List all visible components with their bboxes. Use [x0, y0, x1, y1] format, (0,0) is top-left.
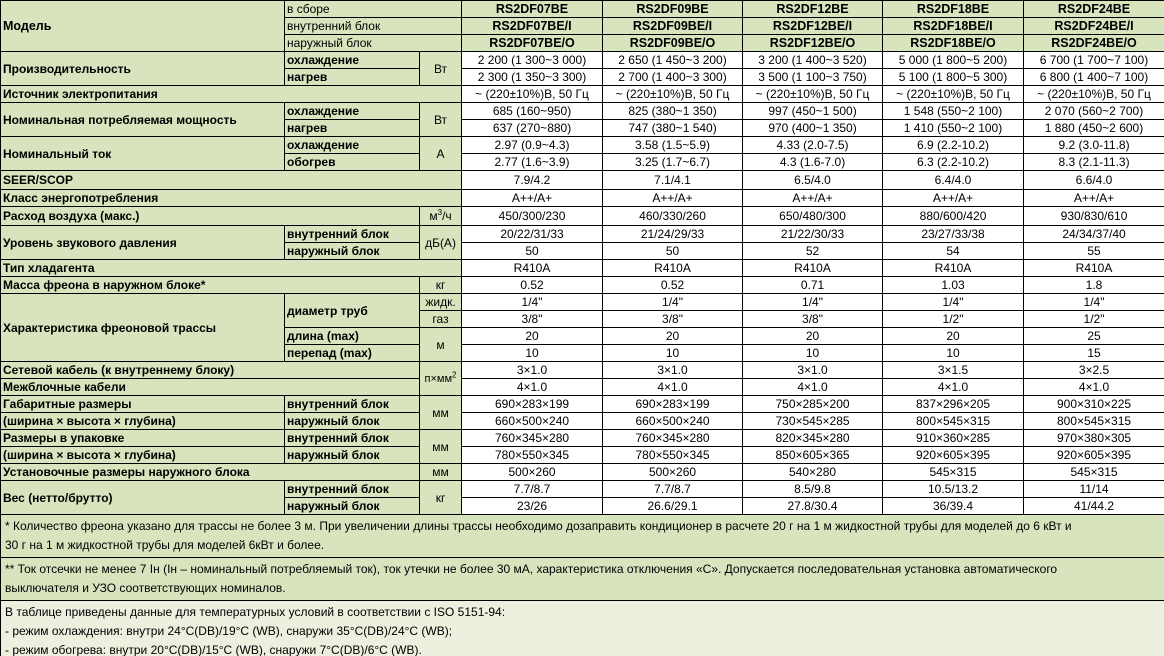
model-outdoor: RS2DF07BE/O: [462, 35, 603, 52]
cell: 1 548 (550~2 100): [883, 103, 1024, 120]
cell: 4×1.0: [603, 379, 743, 396]
cell: 3/8": [462, 311, 603, 328]
indoor-label: внутренний блок: [285, 481, 420, 498]
conditions-line: - режим охлаждения: внутри 24°С(DB)/19°С (WB), снаружи 35°С(DB)/24°С (WB);: [5, 624, 453, 638]
cell: 850×605×365: [743, 447, 883, 464]
cell: 15: [1024, 345, 1164, 362]
cell: 23/27/33/38: [883, 226, 1024, 243]
cell: 997 (450~1 500): [743, 103, 883, 120]
unit-airflow: [420, 207, 462, 226]
set-label: в сборе: [285, 1, 462, 18]
cell: 920×605×395: [883, 447, 1024, 464]
footnote-refrigerant: [1, 515, 1164, 558]
cell: 6.4/4.0: [883, 171, 1024, 190]
cell: A++/A+: [603, 190, 743, 207]
cell: 41/44.2: [1024, 498, 1164, 515]
cell: 3×1.0: [462, 362, 603, 379]
unit-mm: мм: [420, 396, 462, 430]
cell: 3×2.5: [1024, 362, 1164, 379]
cell: 7.7/8.7: [603, 481, 743, 498]
outdoor-label: наружный блок: [285, 447, 420, 464]
cell: 800×545×315: [883, 413, 1024, 430]
cell: 2.97 (0.9~4.3): [462, 137, 603, 154]
cell: 1.03: [883, 277, 1024, 294]
indoor-label: внутренний блок: [285, 226, 420, 243]
cell: 3.58 (1.5~5.9): [603, 137, 743, 154]
cell: 650/480/300: [743, 207, 883, 226]
cell: 0.52: [603, 277, 743, 294]
model-set: RS2DF09BE: [603, 1, 743, 18]
cell: 26.6/29.1: [603, 498, 743, 515]
cooling-label: охлаждение: [285, 137, 420, 154]
weight-label: Вес (нетто/брутто): [1, 481, 285, 515]
cell: 930/830/610: [1024, 207, 1164, 226]
dims-sub-label: (ширина × высота × глубина): [1, 413, 285, 430]
cell: 637 (270~880): [462, 120, 603, 137]
cell: 54: [883, 243, 1024, 260]
cell: 4.3 (1.6-7.0): [743, 154, 883, 171]
cell: 500×260: [462, 464, 603, 481]
model-indoor: RS2DF09BE/I: [603, 18, 743, 35]
model-outdoor: RS2DF09BE/O: [603, 35, 743, 52]
model-set: RS2DF07BE: [462, 1, 603, 18]
cell: 10.5/13.2: [883, 481, 1024, 498]
cell: 7.7/8.7: [462, 481, 603, 498]
cell: 2.77 (1.6~3.9): [462, 154, 603, 171]
cell: 21/24/29/33: [603, 226, 743, 243]
cell: 20: [603, 328, 743, 345]
unit-m: м: [420, 328, 462, 362]
cell: 52: [743, 243, 883, 260]
outdoor-label: наружный блок: [285, 35, 462, 52]
model-outdoor: RS2DF18BE/O: [883, 35, 1024, 52]
cell: 55: [1024, 243, 1164, 260]
unit-sup: 3: [437, 208, 443, 217]
gas-label: газ: [420, 311, 462, 328]
cell: A++/A+: [1024, 190, 1164, 207]
cell: 1/4": [603, 294, 743, 311]
cell: 750×285×200: [743, 396, 883, 413]
cell: 20: [883, 328, 1024, 345]
cell: 21/22/30/33: [743, 226, 883, 243]
unit-text: п×мм: [424, 372, 453, 385]
dimensions-label: Габаритные размеры: [1, 396, 285, 413]
cell: 2 700 (1 400~3 300): [603, 69, 743, 86]
cell: 5 000 (1 800~5 200): [883, 52, 1024, 69]
unit-a: А: [420, 137, 462, 171]
cell: 1/4": [743, 294, 883, 311]
liquid-label: жидк.: [420, 294, 462, 311]
seer-label: SEER/SCOP: [1, 171, 462, 190]
cell: 27.8/30.4: [743, 498, 883, 515]
cell: 20/22/31/33: [462, 226, 603, 243]
unit-w: Вт: [420, 52, 462, 86]
cell: 780×550×345: [603, 447, 743, 464]
cell: A++/A+: [883, 190, 1024, 207]
cell: 970×380×305: [1024, 430, 1164, 447]
model-indoor: RS2DF18BE/I: [883, 18, 1024, 35]
cell: ~ (220±10%)В, 50 Гц: [743, 86, 883, 103]
cell: 5 100 (1 800~5 300): [883, 69, 1024, 86]
cell: 910×360×285: [883, 430, 1024, 447]
cell: 6.6/4.0: [1024, 171, 1164, 190]
note-line: выключателя и УЗО соответствующих номиналов.: [5, 581, 286, 595]
piping-label: Характеристика фреоновой трассы: [1, 294, 285, 362]
unit-db: дБ(А): [420, 226, 462, 260]
cell: 545×315: [883, 464, 1024, 481]
cell: 970 (400~1 350): [743, 120, 883, 137]
model-set: RS2DF12BE: [743, 1, 883, 18]
cell: 3×1.0: [743, 362, 883, 379]
cell: 20: [743, 328, 883, 345]
note-line: 30 г на 1 м жидкостной трубы для моделей 6кВт и более.: [5, 538, 325, 552]
cell: 3/8": [603, 311, 743, 328]
cell: 50: [462, 243, 603, 260]
cell: 11/14: [1024, 481, 1164, 498]
cell: 2 070 (560~2 700): [1024, 103, 1164, 120]
cell: 660×500×240: [603, 413, 743, 430]
cell: 900×310×225: [1024, 396, 1164, 413]
cell: 685 (160~950): [462, 103, 603, 120]
unit-kg: кг: [420, 277, 462, 294]
cell: 747 (380~1 540): [603, 120, 743, 137]
cooling-label: охлаждение: [285, 103, 420, 120]
cell: 6.3 (2.2-10.2): [883, 154, 1024, 171]
cell: 690×283×199: [603, 396, 743, 413]
cell: 825 (380~1 350): [603, 103, 743, 120]
cell: 3/8": [743, 311, 883, 328]
cell: 820×345×280: [743, 430, 883, 447]
cell: 1/2": [883, 311, 1024, 328]
cell: 4×1.0: [462, 379, 603, 396]
cell: 3×1.0: [603, 362, 743, 379]
unit-w: Вт: [420, 103, 462, 137]
heating-label: нагрев: [285, 120, 420, 137]
cell: 10: [743, 345, 883, 362]
cell: 880/600/420: [883, 207, 1024, 226]
power-cable-label: Сетевой кабель (к внутреннему блоку): [1, 362, 420, 379]
cell: 2 650 (1 450~3 200): [603, 52, 743, 69]
unit-sup: 2: [452, 369, 457, 379]
cell: ~ (220±10%)В, 50 Гц: [1024, 86, 1164, 103]
cell: 2 200 (1 300~3 000): [462, 52, 603, 69]
note-line: ** Ток отсечки не менее 7 Iн (Iн – номинальный потребляемый ток), ток утечки не более 30 мА, характеристика отключения «С». Допускается последовательная установка автоматического: [5, 562, 1058, 576]
cell: 6.5/4.0: [743, 171, 883, 190]
cell: 4.33 (2.0-7.5): [743, 137, 883, 154]
cell: 545×315: [1024, 464, 1164, 481]
noise-label: Уровень звукового давления: [1, 226, 285, 260]
cell: R410A: [603, 260, 743, 277]
cell: 460/330/260: [603, 207, 743, 226]
height-diff-label: перепад (max): [285, 345, 420, 362]
cell: 9.2 (3.0-11.8): [1024, 137, 1164, 154]
unit-mm: мм: [420, 430, 462, 464]
cell: 3 200 (1 400~3 520): [743, 52, 883, 69]
conditions-line: - режим обогрева: внутри 20°С(DB)/15°С (WB), снаружи 7°С(DB)/6°С (WB).: [5, 643, 422, 656]
model-header: Модель: [1, 1, 285, 52]
note-line: * Количество фреона указано для трассы не более 3 м. При увеличении длины трассы необходимо дозаправить кондиционер в расчете 20 г на 1 м жидкостной трубы для моделей до 6 кВт и: [5, 519, 1072, 533]
cell: 760×345×280: [462, 430, 603, 447]
cell: 4×1.0: [883, 379, 1024, 396]
energy-class-label: Класс энергопотребления: [1, 190, 462, 207]
outdoor-label: наружный блок: [285, 243, 420, 260]
packing-label: Размеры в упаковке: [1, 430, 285, 447]
outdoor-label: наружный блок: [285, 498, 420, 515]
charge-label: Масса фреона в наружном блоке*: [1, 277, 420, 294]
cell: 540×280: [743, 464, 883, 481]
cell: 20: [462, 328, 603, 345]
cell: 8.3 (2.1-11.3): [1024, 154, 1164, 171]
cell: 0.52: [462, 277, 603, 294]
model-indoor: RS2DF24BE/I: [1024, 18, 1164, 35]
interunit-cable-label: Межблочные кабели: [1, 379, 420, 396]
cell: 920×605×395: [1024, 447, 1164, 464]
cell: 3 500 (1 100~3 750): [743, 69, 883, 86]
cell: 1/4": [883, 294, 1024, 311]
cell: 1/4": [1024, 294, 1164, 311]
cell: 660×500×240: [462, 413, 603, 430]
outdoor-label: наружный блок: [285, 413, 420, 430]
cell: 3.25 (1.7~6.7): [603, 154, 743, 171]
cell: 1/4": [462, 294, 603, 311]
cell: 6 800 (1 400~7 100): [1024, 69, 1164, 86]
unit-mm: мм: [420, 464, 462, 481]
cell: 0.71: [743, 277, 883, 294]
cooling-label: охлаждение: [285, 52, 420, 69]
cell: 690×283×199: [462, 396, 603, 413]
cell: ~ (220±10%)В, 50 Гц: [883, 86, 1024, 103]
cell: 1.8: [1024, 277, 1164, 294]
cell: 24/34/37/40: [1024, 226, 1164, 243]
cell: 50: [603, 243, 743, 260]
test-conditions: [1, 601, 1164, 656]
cell: 8.5/9.8: [743, 481, 883, 498]
cell: 1 410 (550~2 100): [883, 120, 1024, 137]
cell: 4×1.0: [1024, 379, 1164, 396]
cell: R410A: [743, 260, 883, 277]
cell: 837×296×205: [883, 396, 1024, 413]
capacity-label: Производительность: [1, 52, 285, 86]
indoor-label: внутренний блок: [285, 430, 420, 447]
cell: 7.1/4.1: [603, 171, 743, 190]
cell: A++/A+: [462, 190, 603, 207]
cell: 780×550×345: [462, 447, 603, 464]
conditions-line: В таблице приведены данные для температурных условий в соответствии с ISO 5151-94:: [5, 605, 506, 619]
cell: R410A: [883, 260, 1024, 277]
indoor-label: внутренний блок: [285, 18, 462, 35]
dims-sub-label: (ширина × высота × глубина): [1, 447, 285, 464]
model-set: RS2DF18BE: [883, 1, 1024, 18]
cell: 450/300/230: [462, 207, 603, 226]
power-supply-label: Источник электропитания: [1, 86, 462, 103]
length-label: длина (max): [285, 328, 420, 345]
cell: 6.9 (2.2-10.2): [883, 137, 1024, 154]
cell: 800×545×315: [1024, 413, 1164, 430]
cell: 10: [603, 345, 743, 362]
pipe-diameter-label: диаметр труб: [285, 294, 420, 328]
refrigerant-label: Тип хладагента: [1, 260, 462, 277]
cell: A++/A+: [743, 190, 883, 207]
cell: 6 700 (1 700~7 100): [1024, 52, 1164, 69]
cell: 10: [883, 345, 1024, 362]
indoor-label: внутренний блок: [285, 396, 420, 413]
cell: ~ (220±10%)В, 50 Гц: [603, 86, 743, 103]
cell: R410A: [462, 260, 603, 277]
cell: 23/26: [462, 498, 603, 515]
unit-text: м: [429, 209, 438, 223]
model-set: RS2DF24BE: [1024, 1, 1164, 18]
cell: 3×1.5: [883, 362, 1024, 379]
current-label: Номинальный ток: [1, 137, 285, 171]
cell: 1 880 (450~2 600): [1024, 120, 1164, 137]
cell: 1/2": [1024, 311, 1164, 328]
cell: 25: [1024, 328, 1164, 345]
cell: 760×345×280: [603, 430, 743, 447]
mounting-label: Установочные размеры наружного блока: [1, 464, 420, 481]
cell: 730×545×285: [743, 413, 883, 430]
model-outdoor: RS2DF12BE/O: [743, 35, 883, 52]
cell: 500×260: [603, 464, 743, 481]
model-indoor: RS2DF12BE/I: [743, 18, 883, 35]
cell: ~ (220±10%)В, 50 Гц: [462, 86, 603, 103]
cell: 7.9/4.2: [462, 171, 603, 190]
cell: 10: [462, 345, 603, 362]
model-outdoor: RS2DF24BE/O: [1024, 35, 1164, 52]
model-indoor: RS2DF07BE/I: [462, 18, 603, 35]
unit-text: /ч: [442, 209, 452, 223]
cell: 36/39.4: [883, 498, 1024, 515]
heating-label: обогрев: [285, 154, 420, 171]
heating-label: нагрев: [285, 69, 420, 86]
airflow-label: Расход воздуха (макс.): [1, 207, 420, 226]
cell: R410A: [1024, 260, 1164, 277]
cell: 4×1.0: [743, 379, 883, 396]
cell: 2 300 (1 350~3 300): [462, 69, 603, 86]
unit-kg: кг: [420, 481, 462, 515]
power-input-label: Номинальная потребляемая мощность: [1, 103, 285, 137]
unit-cable: [420, 362, 462, 396]
footnote-breaker: [1, 558, 1164, 601]
